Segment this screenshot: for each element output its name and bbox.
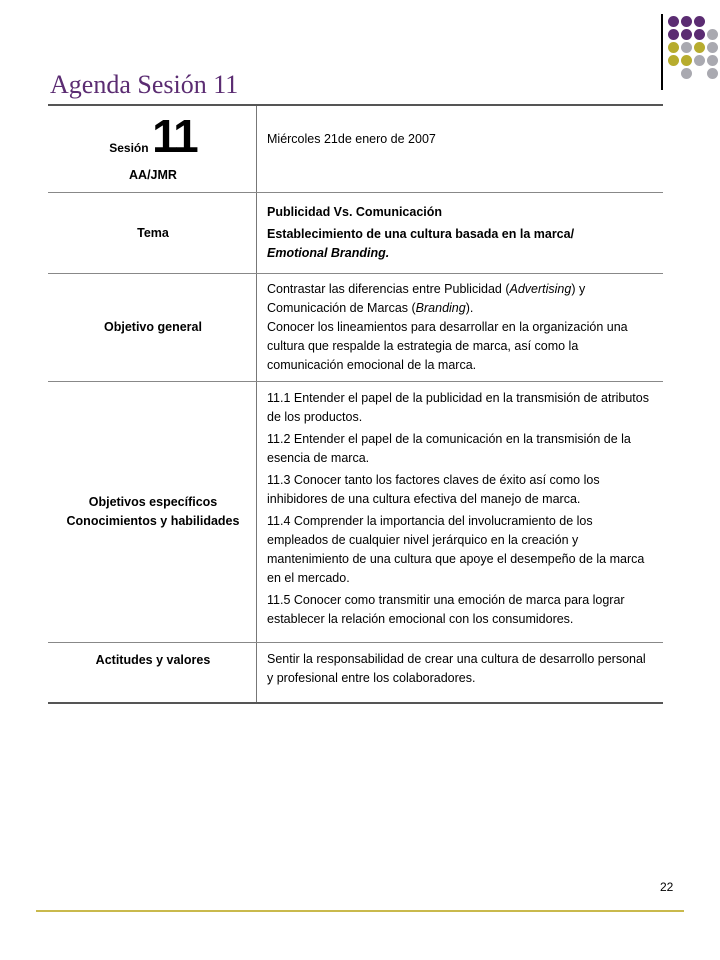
- decorative-dot: [681, 55, 692, 66]
- objetivo-text: Comunicación de Marcas (: [267, 301, 416, 315]
- decorative-dot: [707, 68, 718, 79]
- decorative-dot: [707, 55, 718, 66]
- actitudes-label: Actitudes y valores: [48, 643, 257, 704]
- especificos-label-line-2: Conocimientos y habilidades: [66, 514, 240, 528]
- decorative-dot-grid: [668, 16, 718, 79]
- especifico-item: 11.1 Entender el papel de la publicidad en la transmisión de atributos de los productos.: [267, 391, 649, 424]
- actitudes-text: Sentir la responsabilidad de crear una cultura de desarrollo personal y profesional entre los colaboradores.: [267, 652, 646, 685]
- especifico-item: 11.4 Comprender la importancia del involucramiento de los empleados de cualquier nivel jerárquico en la creación y mantenimiento de una cultura que apoye el desempeño de la marca en el mercado.: [267, 514, 645, 585]
- session-date: Miércoles 21de enero de 2007: [267, 132, 436, 146]
- objetivo-cell: [257, 274, 664, 382]
- decorative-dot: [694, 68, 705, 79]
- header-divider-line: [661, 14, 663, 90]
- decorative-dot: [694, 16, 705, 27]
- footer-rule: [36, 910, 684, 912]
- decorative-dot: [707, 16, 718, 27]
- decorative-dot: [668, 29, 679, 40]
- row-objetivos-especificos: [48, 382, 663, 643]
- especifico-item: 11.3 Conocer tanto los factores claves de éxito así como los inhibidores de una cultura efectiva del manejo de marca.: [267, 473, 600, 506]
- decorative-dot: [668, 16, 679, 27]
- decorative-dot: [681, 42, 692, 53]
- especifico-item: 11.5 Conocer como transmitir una emoción de marca para lograr establecer la relación emocional con los consumidores.: [267, 593, 625, 626]
- tema-line-2: Establecimiento de una cultura basada en la marca/: [267, 227, 575, 241]
- objetivo-text: Contrastar las diferencias entre Publicidad (: [267, 282, 510, 296]
- decorative-dot: [668, 55, 679, 66]
- objetivo-paragraph-2: [267, 299, 655, 318]
- especificos-label: [48, 382, 257, 643]
- especificos-cell: [257, 382, 664, 643]
- tema-cell: [257, 193, 664, 274]
- especificos-label-line-1: Objetivos específicos: [88, 495, 218, 509]
- tema-line-3: Emotional Branding.: [267, 246, 390, 260]
- decorative-dot: [681, 29, 692, 40]
- sesion-label: Sesión: [109, 141, 149, 155]
- sesion-number: 11: [152, 110, 197, 162]
- objetivo-italic-term: Branding: [415, 301, 466, 315]
- objetivo-paragraph-1: [267, 280, 655, 299]
- decorative-dot: [681, 68, 692, 79]
- page-number: 22: [660, 880, 674, 894]
- row-actitudes: [48, 643, 663, 704]
- decorative-dot: [707, 29, 718, 40]
- sesion-code: AA/JMR: [129, 168, 177, 182]
- decorative-dot: [707, 42, 718, 53]
- page-title: Agenda Sesión 11: [50, 70, 239, 99]
- objetivo-text: ).: [465, 301, 474, 315]
- objetivo-label: Objetivo general: [48, 274, 257, 382]
- tema-label: Tema: [48, 193, 257, 274]
- decorative-dot: [668, 68, 679, 79]
- decorative-dot: [668, 42, 679, 53]
- decorative-dot: [694, 42, 705, 53]
- decorative-dot: [694, 29, 705, 40]
- tema-line-1: Publicidad Vs. Comunicación: [267, 205, 443, 219]
- actitudes-cell: [257, 643, 664, 704]
- agenda-table: [48, 104, 663, 704]
- objetivo-italic-term: Advertising: [509, 282, 572, 296]
- objetivo-paragraph-3: Conocer los lineamientos para desarrollar en la organización una cultura que respalde la estrategia de marca, así como la comunicación emocional de la marca.: [267, 320, 628, 372]
- sesion-cell: [48, 105, 257, 193]
- date-cell: [257, 105, 664, 193]
- row-sesion: [48, 105, 663, 193]
- objetivo-text: ) y: [571, 282, 586, 296]
- decorative-dot: [681, 16, 692, 27]
- row-tema: [48, 193, 663, 274]
- especifico-item: 11.2 Entender el papel de la comunicación en la transmisión de la esencia de marca.: [267, 432, 631, 465]
- row-objetivo-general: [48, 274, 663, 382]
- decorative-dot: [694, 55, 705, 66]
